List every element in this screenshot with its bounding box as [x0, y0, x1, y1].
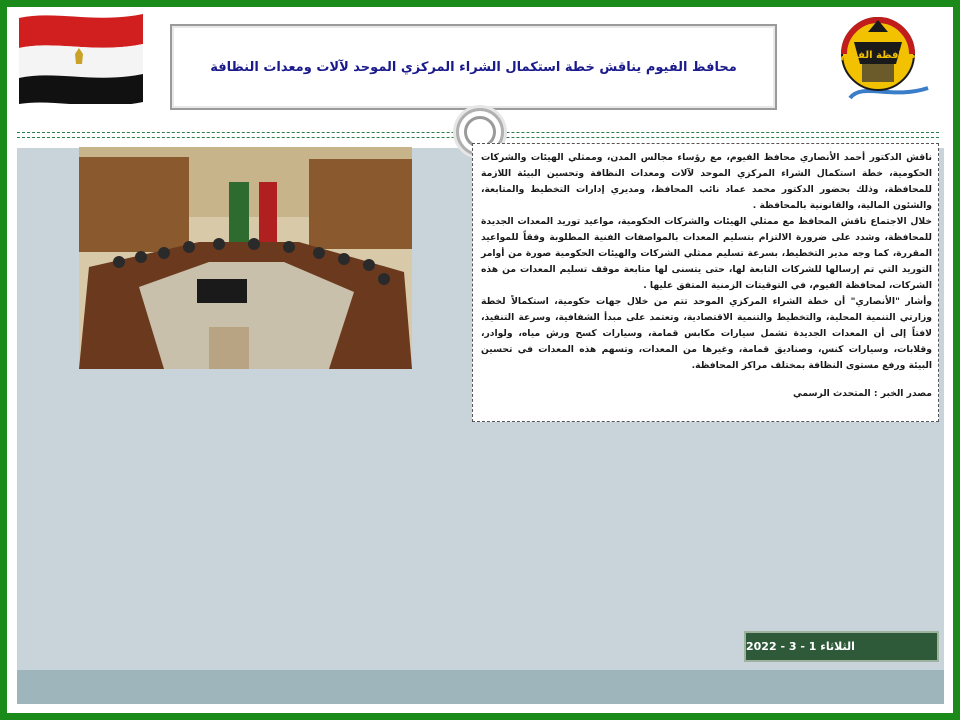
page-title: محافظ الفيوم يناقش خطة استكمال الشراء المركزي الموحد لآلات ومعدات النظافة [210, 59, 737, 75]
footer-band [17, 670, 944, 704]
article-box [472, 143, 939, 422]
egypt-flag-icon [15, 10, 147, 104]
article-paragraph-1: ناقش الدكتور أحمد الأنصاري محافظ الفيوم، مع رؤساء مجالس المدن، وممثلي الهيئات والشركات الحكومية، خطة استكمال الشراء المركزي الموحد لآلات ومعدات النظافة وتحسين البيئة اللازمة للمحافظة، وذلك بحضور الدكتور محمد عماد نائب المحافظ، ومديري إدارات التخطيط والمتابعة، والشئون المالية، والقانونية بالمحافظة . [481, 152, 932, 211]
svg-text:محافظة الفيوم: محافظة الفيوم [840, 50, 916, 61]
date-bar [744, 631, 939, 662]
article-paragraph-3: وأشار "الأنصاري" أن خطة الشراء المركزي الموحد تتم من خلال جهات حكومية، استكمالاً لخطة وزارتي التنمية المحلية، والتخطيط والتنمية الاقتصادية، وتعتمد على مبدأ الشفافية، وسرعة التنفيذ، لافتاً إلى أن المعدات الجديدة تشمل سيارات مكابس قمامة، وسيارات كسح ورش مياه، ولوادر، وقلابات، وسيارات كنس، وصناديق قمامة، وغيرها من المعدات، وتسهم هذه المعدات في تحسين البيئة ورفع مستوى النظافة بمختلف مراكز المحافظة. [481, 296, 932, 371]
headline-box [170, 24, 777, 110]
fayoum-governorate-logo-icon [832, 12, 932, 104]
date-label: الثلاثاء 1 - 3 - 2022 [746, 640, 855, 653]
meeting-room-photo [79, 147, 412, 369]
news-source: مصدر الخبر : المتحدث الرسمي [793, 388, 932, 399]
article-paragraph-2: خلال الاجتماع ناقش المحافظ مع ممثلي الهيئات والشركات الحكومية، مواعيد توريد المعدات الجديدة للمحافظة، وشدد على ضرورة الالتزام بتسليم المعدات بالمواصفات الفنية المطلوبة وفقاً للمواعيد المقررة، كما وجه مدير التخطيط، بسرعة تسليم ممثلي الشركات والهيئات الحكومية صورة من أوامر التوريد التي تم إرسالها للشركات التابعة لها، حتى يتسنى لها متابعة موقف تسليم المعدات من هذه الشركات، لمحافظة الفيوم، في التوقيتات الزمنية المتفق عليها . [481, 216, 932, 291]
